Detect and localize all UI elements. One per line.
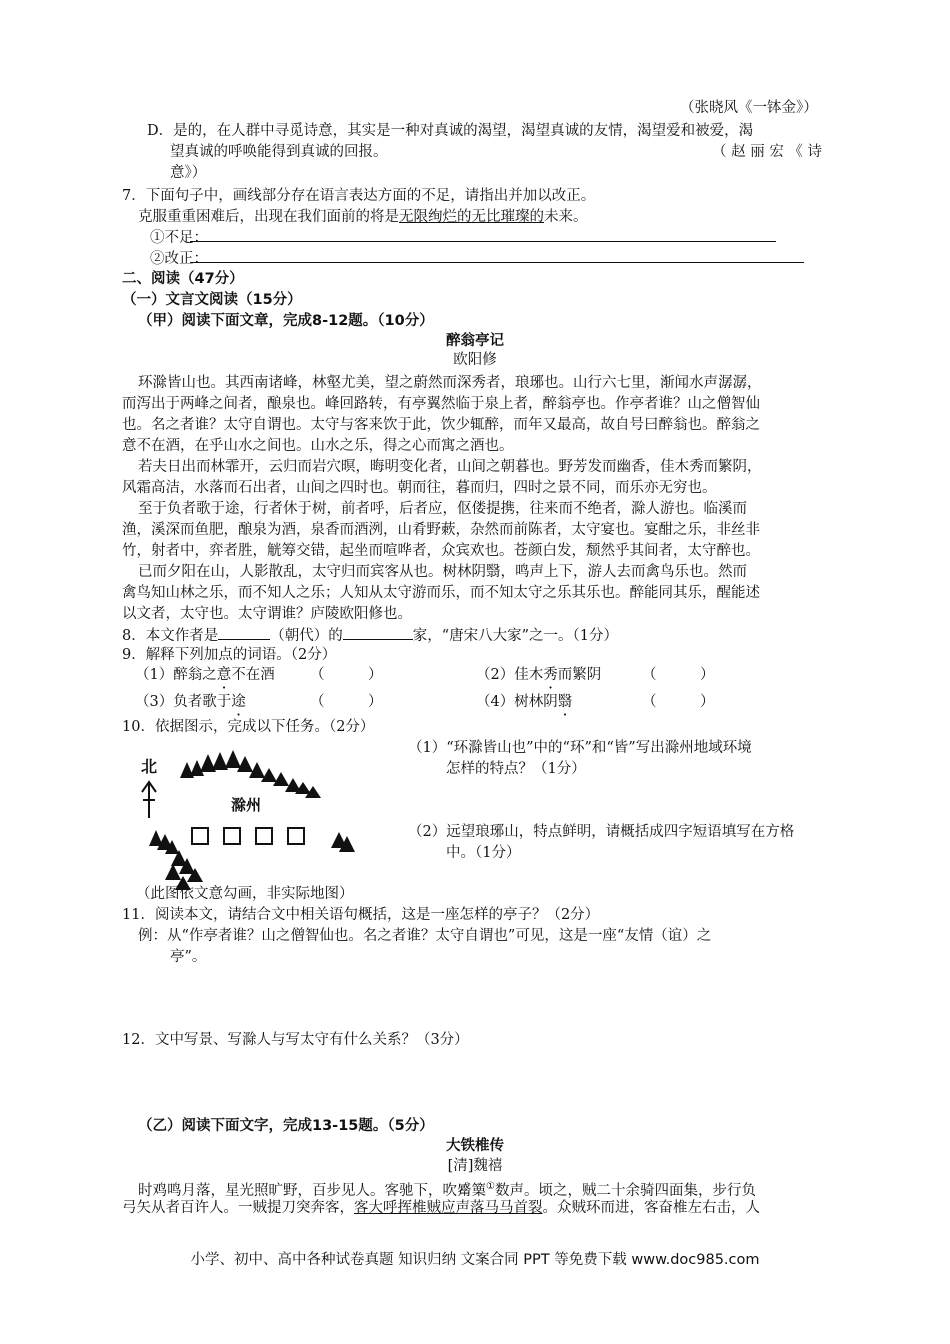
q9-item4-answer[interactable]: （ ） xyxy=(642,694,715,710)
q9-item2-text: （2）佳木 xyxy=(476,667,544,683)
north-arrow-icon xyxy=(142,782,156,818)
q9-item4-dotted: 翳 xyxy=(557,694,573,710)
q10-prompt: 10．依据图示，完成以下任务。（2分） xyxy=(122,719,375,735)
q9-item2-answer[interactable]: （ ） xyxy=(642,667,715,683)
q11-prompt: 11．阅读本文，请结合文中相关语句概括，这是一座怎样的亭子？（2分） xyxy=(122,907,600,923)
q7-sentence xyxy=(138,207,588,227)
map-caption: （此图依文意勾画，非实际地图） xyxy=(136,886,354,902)
map-answer-box[interactable] xyxy=(256,828,272,844)
essay1-author: 欧阳修 xyxy=(453,352,497,368)
footnote-marker: ① xyxy=(486,1181,495,1192)
q6-option-d-line2: 望真诚的呼唤能得到真诚的回报。 xyxy=(170,144,388,160)
q9-item2 xyxy=(476,665,601,685)
q6-option-d-line1: D．是的，在人群中寻觅诗意，其实是一种对真诚的渴望，渴望真诚的友情，渴望爱和被爱，渴 xyxy=(147,123,754,139)
essay1-line: 风霜高洁，水落而石出者，山间之四时也。朝而往，暮而归，四时之景不同，而乐亦无穷也。 xyxy=(122,480,717,496)
yi-prompt: （乙）阅读下面文字，完成13-15题。（5分） xyxy=(138,1118,434,1134)
q9-item2-dotted: 秀 xyxy=(543,667,558,683)
section2-jia: （甲）阅读下面文章，完成8-12题。（10分） xyxy=(138,313,434,329)
q10-sub2-line2: 中。（1分） xyxy=(446,845,521,861)
essay1-line: 渔，溪深而鱼肥，酿泉为酒，泉香而酒洌，山肴野蔌，杂然而前陈者，太守宴也。宴酣之乐，非丝非 xyxy=(122,522,760,538)
q9-item3-answer[interactable]: （ ） xyxy=(310,694,383,710)
essay1-line: 意不在酒，在乎山水之间也。山水之乐，得之心而寓之酒也。 xyxy=(122,438,514,454)
essay2-line2 xyxy=(122,1198,760,1218)
page-footer: 小学、初中、高中各种试卷真题 知识归纳 文案合同 PPT 等免费下载 www.doc985.com xyxy=(190,1252,760,1268)
q9-item3 xyxy=(135,692,246,712)
map-north-label: 北 xyxy=(141,757,158,776)
q6-d-source-1: （ 赵 丽 宏 《 诗 xyxy=(712,144,823,160)
q9-item1-text-post: 不在酒 xyxy=(231,667,275,683)
essay1-line: 而泻出于两峰之间者，酿泉也。峰回路转，有亭翼然临于泉上者，醉翁亭也。作亭者谁？山之僧智仙 xyxy=(122,396,760,412)
q10-sub1-line2: 怎样的特点？（1分） xyxy=(446,761,586,777)
q9-item3-text: （3）负者歌于 xyxy=(135,694,232,710)
q7-sentence-post: 未来。 xyxy=(544,209,588,225)
q7-fault-answer-line[interactable] xyxy=(190,241,776,242)
essay1-title: 醉翁亭记 xyxy=(446,333,504,349)
q8-part2: （朝代）的 xyxy=(270,628,343,644)
essay1-line: 环滁皆山也。其西南诸峰，林壑尤美，望之蔚然而深秀者，琅琊也。山行六七里，渐闻水声潺潺， xyxy=(138,375,762,391)
essay1-line: 竹，射者中，弈者胜，觥筹交错，起坐而喧哗者，众宾欢也。苍颜白发，颓然乎其间者，太守醉也。 xyxy=(122,543,760,559)
q9-item1-text: （1）醉翁之 xyxy=(135,667,217,683)
q7-fix-answer-line[interactable] xyxy=(190,262,804,263)
q9-item1 xyxy=(135,665,275,685)
q7-sentence-underlined: 无限绚烂的无比璀璨的 xyxy=(399,209,544,225)
q7-label-fault: ①不足： xyxy=(150,230,208,246)
q9-item4 xyxy=(476,692,572,712)
q7-prompt: 7．下面句子中，画线部分存在语言表达方面的不足，请指出并加以改正。 xyxy=(122,188,596,204)
essay2-author: [清]魏禧 xyxy=(447,1158,503,1174)
chuzhou-map-drawing xyxy=(135,742,385,892)
q6-d-source-2: 意》） xyxy=(170,165,207,181)
map-answer-box[interactable] xyxy=(288,828,304,844)
map-answer-box[interactable] xyxy=(192,828,208,844)
essay2-line1-text: 时鸡鸣月落，星光照旷野，百步见人。客驰下，吹觱篥 xyxy=(138,1182,486,1199)
q11-example-line2: 亭”。 xyxy=(170,949,207,965)
essay2-line2-underlined: 客大呼挥椎贼应声落马马首裂 xyxy=(354,1200,543,1216)
essay2-title: 大铁椎传 xyxy=(446,1138,504,1154)
mountains-north-icon xyxy=(180,750,321,798)
q11-example-line1: 例：从“作亭者谁？山之僧智仙也。名之者谁？太守自谓也”可见，这是一座“友情（谊）之 xyxy=(138,928,712,944)
q10-sub1-line1: （1）“环滁皆山也”中的“环”和“皆”写出滁州地域环境 xyxy=(408,740,752,756)
q7-label-fix: ②改正： xyxy=(150,251,208,267)
essay2-line1-text-post: 数声。顷之，贼二十余骑四面集，步行负 xyxy=(494,1182,756,1199)
q9-item4-text: （4）树林阴 xyxy=(476,694,558,710)
essay1-line: 若夫日出而林霏开，云归而岩穴暝，晦明变化者，山间之朝暮也。野芳发而幽香，佳木秀而繁阴， xyxy=(138,459,762,475)
essay1-line: 也。名之者谁？太守自谓也。太守与客来饮于此，饮少辄醉，而年又最高，故自号曰醉翁也。醉翁之 xyxy=(122,417,760,433)
q6-c-source: （张晓风《一钵金》） xyxy=(680,100,818,116)
q10-sub2-line1: （2）远望琅琊山，特点鲜明，请概括成四字短语填写在方格 xyxy=(408,824,795,840)
map-city-label: 滁州 xyxy=(231,796,262,814)
q8-genre-blank[interactable] xyxy=(343,625,413,640)
q8-dynasty-blank[interactable] xyxy=(218,625,270,640)
q8-part3: 家，“唐宋八大家”之一。（1分） xyxy=(412,628,619,644)
essay1-line: 以文者，太守也。太守谓谁？庐陵欧阳修也。 xyxy=(122,606,412,622)
essay1-line: 禽鸟知山林之乐，而不知人之乐；人知从太守游而乐，而不知太守之乐其乐也。醉能同其乐，醒能述 xyxy=(122,585,760,601)
essay2-line2-text-post: 。众贼环而进，客奋椎左右击，人 xyxy=(542,1200,760,1216)
q9-item1-dotted: 意 xyxy=(216,667,232,683)
q9-item1-answer[interactable]: （ ） xyxy=(310,667,383,683)
q8-part1: 8．本文作者是 xyxy=(122,628,219,644)
section2-part1: （一）文言文阅读（15分） xyxy=(122,292,302,308)
map-answer-box[interactable] xyxy=(224,828,240,844)
essay2-line2-text: 弓矢从者百许人。一贼提刀突奔客， xyxy=(122,1200,354,1216)
q7-sentence-pre: 克服重重困难后，出现在我们面前的将是 xyxy=(138,209,399,225)
q9-item3-dotted: 途 xyxy=(231,694,246,710)
chuzhou-map xyxy=(135,742,385,892)
q8 xyxy=(122,625,618,646)
section2-title: 二、阅读（47分） xyxy=(122,271,244,287)
q9-prompt: 9．解释下列加点的词语。（2分） xyxy=(122,647,337,663)
essay1-line: 至于负者歌于途，行者休于树，前者呼，后者应，伛偻提携，往来而不绝者，滁人游也。临溪而 xyxy=(138,501,747,517)
q12-prompt: 12．文中写景、写滁人与写太守有什么关系？（3分） xyxy=(122,1032,469,1048)
mountains-south-icon xyxy=(149,830,355,890)
essay1-line: 已而夕阳在山，人影散乱，太守归而宾客从也。树林阴翳，鸣声上下，游人去而禽鸟乐也。然而 xyxy=(138,564,747,580)
q9-item2-text-post: 而繁阴 xyxy=(557,667,602,683)
